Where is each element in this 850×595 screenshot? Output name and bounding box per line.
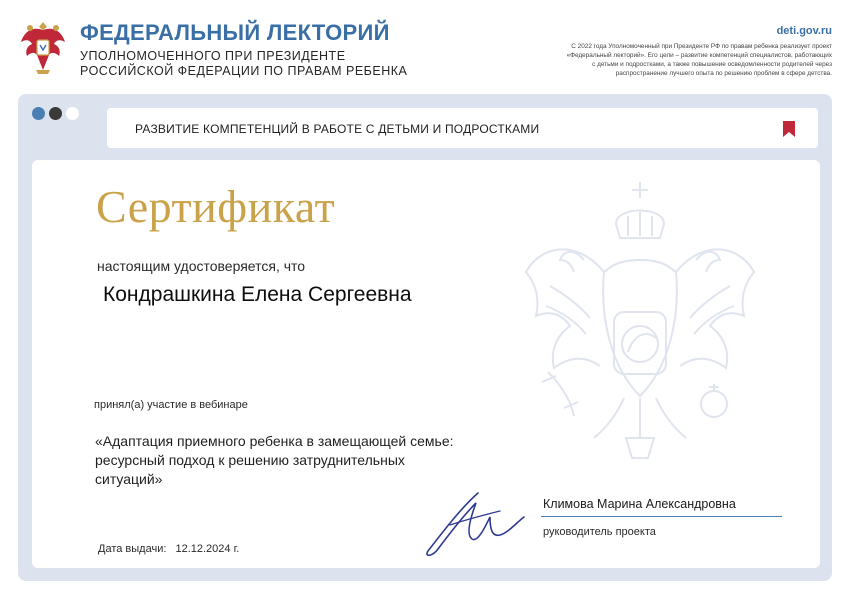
- lectorium-title: ФЕДЕРАЛЬНЫЙ ЛЕКТОРИЙ: [80, 20, 390, 45]
- blue-dot-icon: [32, 107, 45, 120]
- participation-text: принял(а) участие в вебинаре: [94, 399, 248, 411]
- certificate-card: [32, 160, 820, 568]
- disclaimer-line-3: с детьми и подростками, а также повышение осведомленности родителей через: [592, 61, 832, 68]
- dark-dot-icon: [49, 107, 62, 120]
- subtitle-line-2: РОССИЙСКОЙ ФЕДЕРАЦИИ ПО ПРАВАМ РЕБЕНКА: [80, 64, 408, 78]
- certificate-title: Сертификат: [96, 181, 336, 232]
- window-dots: [32, 107, 79, 120]
- issue-date-label: Дата выдачи:: [98, 543, 167, 555]
- issue-date-value: 12.12.2024 г.: [175, 543, 240, 555]
- signature-line: [541, 516, 782, 517]
- coat-of-arms-icon: [18, 18, 68, 76]
- double-headed-eagle-icon: [520, 176, 760, 466]
- signature: [420, 485, 530, 560]
- signer-name: Климова Марина Александровна: [543, 497, 736, 511]
- lectorium-subtitle: [80, 49, 407, 79]
- subtitle-line-1: УПОЛНОМОЧЕННОГО ПРИ ПРЕЗИДЕНТЕ: [80, 49, 346, 63]
- course-bar: [107, 108, 818, 148]
- disclaimer-line-1: С 2022 года Уполномоченный при Президенте РФ по правам ребенка реализует проект: [571, 43, 832, 50]
- disclaimer-line-2: «Федеральный лекторий». Его цели – развитие компетенций специалистов, работающих: [566, 52, 832, 59]
- bookmark-icon[interactable]: [782, 120, 796, 138]
- recipient-name: Кондрашкина Елена Сергеевна: [103, 283, 412, 306]
- certify-text: настоящим удостоверяется, что: [97, 258, 306, 274]
- webinar-title: «Адаптация приемного ребенка в замещающей семье: ресурсный подход к решению затруднительных ситуаций»: [95, 433, 454, 487]
- signer-role: руководитель проекта: [543, 526, 656, 538]
- course-title: РАЗВИТИЕ КОМПЕТЕНЦИЙ В РАБОТЕ С ДЕТЬМИ И ПОДРОСТКАМИ: [135, 122, 540, 136]
- issue-date: [98, 543, 239, 555]
- project-disclaimer: [502, 42, 832, 78]
- site-link[interactable]: deti.gov.ru: [776, 25, 832, 37]
- disclaimer-line-4: распространение лучшего опыта по решению проблем в сфере детства.: [615, 70, 832, 77]
- white-dot-icon: [66, 107, 79, 120]
